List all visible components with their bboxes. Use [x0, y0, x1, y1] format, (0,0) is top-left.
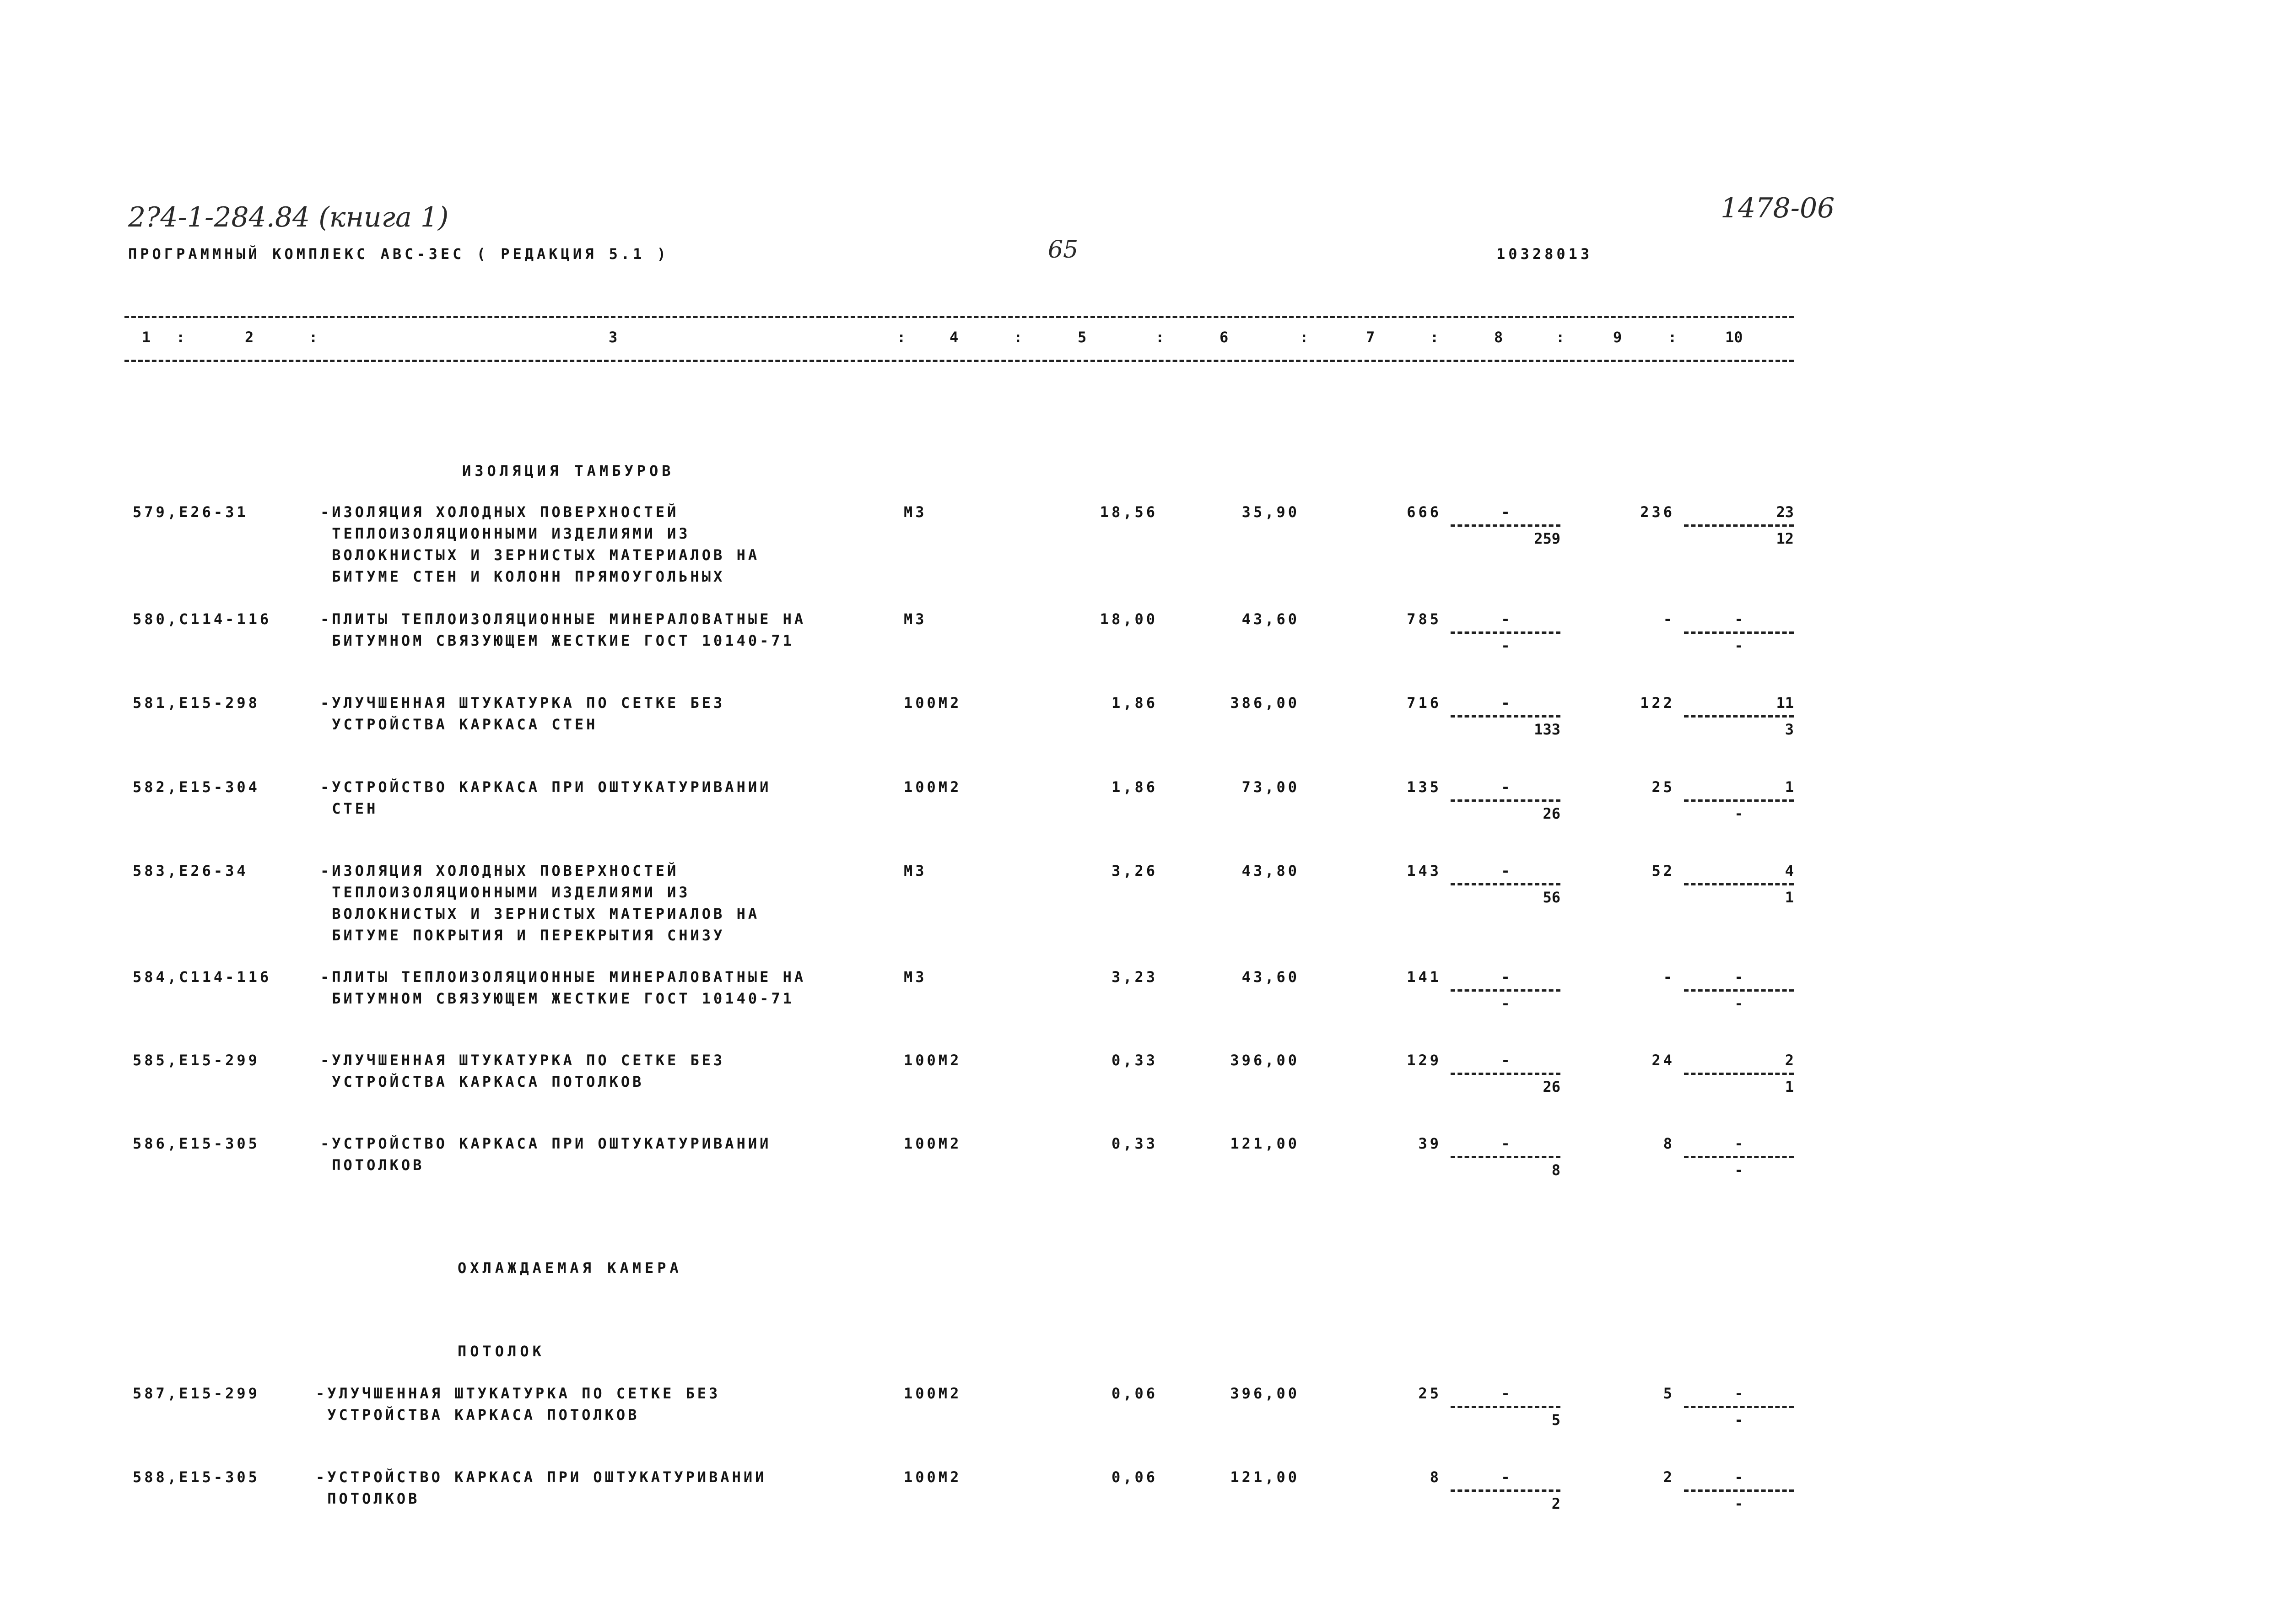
- fraction-line: [1451, 1073, 1560, 1075]
- row-total: 25: [1418, 1385, 1441, 1402]
- col8-bottom: 2: [1551, 1495, 1560, 1512]
- row-unit: 100М2: [904, 778, 962, 796]
- col-separator: :: [1300, 329, 1309, 346]
- fraction-line: [1451, 1156, 1560, 1158]
- row-col8-fraction: [1451, 777, 1560, 825]
- row-code: 585,Е15-299: [133, 1052, 260, 1069]
- col8-top: -: [1501, 694, 1510, 712]
- fraction-line: [1451, 715, 1560, 718]
- col10-top: -: [1734, 610, 1743, 628]
- row-code: 580,С114-116: [133, 610, 272, 628]
- fraction-line: [1684, 524, 1794, 527]
- col8-top: -: [1501, 610, 1510, 628]
- col-header-1: 1: [142, 329, 151, 346]
- fraction-line: [1684, 989, 1794, 992]
- col-header-8: 8: [1494, 329, 1503, 346]
- fraction-line: [1451, 799, 1560, 802]
- subsection-heading: ПОТОЛОК: [458, 1343, 545, 1360]
- row-col8-fraction: [1451, 692, 1560, 740]
- col-header-7: 7: [1366, 329, 1375, 346]
- row-quantity: 18,00: [1100, 610, 1158, 628]
- row-unit: 100М2: [904, 1468, 962, 1486]
- row-col10-fraction: [1684, 1133, 1794, 1181]
- row-unit: М3: [904, 503, 927, 521]
- col8-top: -: [1501, 1135, 1510, 1152]
- row-price: 396,00: [1230, 1052, 1300, 1069]
- col8-top: -: [1501, 1468, 1510, 1486]
- col10-bottom: 1: [1785, 1078, 1794, 1095]
- row-col9: 5: [1663, 1385, 1675, 1402]
- col8-bottom: -: [1501, 995, 1510, 1012]
- row-unit: 100М2: [904, 694, 962, 712]
- fraction-line: [1451, 1406, 1560, 1408]
- row-description: -ИЗОЛЯЦИЯ ХОЛОДНЫХ ПОВЕРХНОСТЕЙ ТЕПЛОИЗОЛЯЦИОННЫМИ ИЗДЕЛИЯМИ ИЗ ВОЛОКНИСТЫХ И ЗЕРНИСТЫХ МАТЕРИАЛОВ НА БИТУМЕ СТЕН И КОЛОНН ПРЯМОУГОЛЬНЫХ: [320, 503, 760, 585]
- col-header-4: 4: [950, 329, 959, 346]
- col8-top: -: [1501, 503, 1510, 521]
- col10-bottom: 1: [1785, 889, 1794, 906]
- col10-top: 23: [1776, 503, 1794, 521]
- row-code: 579,Е26-31: [133, 503, 248, 521]
- row-description: -ИЗОЛЯЦИЯ ХОЛОДНЫХ ПОВЕРХНОСТЕЙ ТЕПЛОИЗОЛЯЦИОННЫМИ ИЗДЕЛИЯМИ ИЗ ВОЛОКНИСТЫХ И ЗЕРНИСТЫХ МАТЕРИАЛОВ НА БИТУМЕ ПОКРЫТИЯ И ПЕРЕКРЫТИЯ СНИЗУ: [320, 862, 760, 944]
- row-description: -УЛУЧШЕННАЯ ШТУКАТУРКА ПО СЕТКЕ БЕЗ УСТРОЙСТВА КАРКАСА ПОТОЛКОВ: [316, 1385, 721, 1424]
- fraction-line: [1684, 1073, 1794, 1075]
- fraction-line: [1684, 631, 1794, 634]
- row-col10-fraction: [1684, 1050, 1794, 1098]
- row-description: -УЛУЧШЕННАЯ ШТУКАТУРКА ПО СЕТКЕ БЕЗ УСТРОЙСТВА КАРКАСА ПОТОЛКОВ: [320, 1052, 725, 1090]
- fraction-line: [1684, 1489, 1794, 1492]
- col10-top: 4: [1785, 862, 1794, 879]
- fraction-line: [1451, 524, 1560, 527]
- col10-top: -: [1734, 1468, 1743, 1486]
- row-code: 581,Е15-298: [133, 694, 260, 712]
- col-separator: :: [1014, 329, 1023, 346]
- row-total: 666: [1407, 503, 1441, 521]
- document-number: 10328013: [1496, 245, 1593, 263]
- col-separator: :: [176, 329, 185, 346]
- row-quantity: 0,06: [1111, 1468, 1158, 1486]
- row-col8-fraction: [1451, 1050, 1560, 1098]
- row-col8-fraction: [1451, 1133, 1560, 1181]
- row-col10-fraction: [1684, 777, 1794, 825]
- col10-bottom: -: [1734, 805, 1743, 822]
- col-separator: :: [897, 329, 906, 346]
- row-total: 716: [1407, 694, 1441, 712]
- row-total: 785: [1407, 610, 1441, 628]
- row-code: 588,Е15-305: [133, 1468, 260, 1486]
- section-heading: ОХЛАЖДАЕМАЯ КАМЕРА: [458, 1259, 682, 1277]
- col-header-3: 3: [609, 329, 618, 346]
- row-code: 583,Е26-34: [133, 862, 248, 879]
- fraction-line: [1451, 883, 1560, 885]
- col10-top: 2: [1785, 1052, 1794, 1069]
- col-header-5: 5: [1078, 329, 1087, 346]
- row-col9: 52: [1651, 862, 1675, 879]
- col10-top: 1: [1785, 778, 1794, 796]
- row-price: 43,60: [1241, 968, 1300, 986]
- fraction-line: [1451, 631, 1560, 634]
- row-unit: 100М2: [904, 1385, 962, 1402]
- row-quantity: 0,33: [1111, 1135, 1158, 1152]
- header-rule-bottom: [124, 360, 1794, 362]
- row-quantity: 3,26: [1111, 862, 1158, 879]
- row-unit: М3: [904, 968, 927, 986]
- col10-top: -: [1734, 968, 1743, 986]
- col10-bottom: -: [1734, 1411, 1743, 1429]
- col8-bottom: 26: [1543, 1078, 1560, 1095]
- row-price: 121,00: [1230, 1135, 1300, 1152]
- col-separator: :: [1668, 329, 1677, 346]
- col10-bottom: 3: [1785, 721, 1794, 738]
- fraction-line: [1451, 1489, 1560, 1492]
- row-col10-fraction: [1684, 860, 1794, 908]
- col8-bottom: 5: [1551, 1411, 1560, 1429]
- page-number: 65: [1048, 236, 1079, 264]
- row-price: 43,60: [1241, 610, 1300, 628]
- row-col8-fraction: [1451, 609, 1560, 657]
- row-col8-fraction: [1451, 502, 1560, 550]
- row-col9: 236: [1640, 503, 1675, 521]
- col8-bottom: -: [1501, 637, 1510, 654]
- row-quantity: 1,86: [1111, 694, 1158, 712]
- row-col9: 122: [1640, 694, 1675, 712]
- row-price: 396,00: [1230, 1385, 1300, 1402]
- row-price: 35,90: [1241, 503, 1300, 521]
- row-quantity: 0,06: [1111, 1385, 1158, 1402]
- col10-top: 11: [1776, 694, 1794, 712]
- fraction-line: [1684, 1406, 1794, 1408]
- row-description: -ПЛИТЫ ТЕПЛОИЗОЛЯЦИОННЫЕ МИНЕРАЛОВАТНЫЕ НА БИТУМНОМ СВЯЗУЮЩЕМ ЖЕСТКИЕ ГОСТ 10140-71: [320, 968, 806, 1007]
- handwritten-sheet-number: 1478-06: [1721, 192, 1835, 224]
- row-description: -УСТРОЙСТВО КАРКАСА ПРИ ОШТУКАТУРИВАНИИ СТЕН: [320, 778, 772, 817]
- col10-bottom: -: [1734, 1495, 1743, 1512]
- row-col8-fraction: [1451, 966, 1560, 1014]
- row-unit: М3: [904, 862, 927, 879]
- col10-top: -: [1734, 1385, 1743, 1402]
- row-code: 584,С114-116: [133, 968, 272, 986]
- handwritten-code: 2?4-1-284.84 (книга 1): [128, 201, 449, 233]
- row-code: 582,Е15-304: [133, 778, 260, 796]
- row-quantity: 0,33: [1111, 1052, 1158, 1069]
- col-header-10: 10: [1725, 329, 1743, 346]
- col8-top: -: [1501, 862, 1510, 879]
- row-total: 143: [1407, 862, 1441, 879]
- row-price: 73,00: [1241, 778, 1300, 796]
- row-description: -УСТРОЙСТВО КАРКАСА ПРИ ОШТУКАТУРИВАНИИ ПОТОЛКОВ: [320, 1135, 772, 1174]
- row-description: -УСТРОЙСТВО КАРКАСА ПРИ ОШТУКАТУРИВАНИИ ПОТОЛКОВ: [316, 1468, 767, 1507]
- row-price: 121,00: [1230, 1468, 1300, 1486]
- col-header-9: 9: [1613, 329, 1622, 346]
- fraction-line: [1684, 1156, 1794, 1158]
- col10-top: -: [1734, 1135, 1743, 1152]
- row-code: 587,Е15-299: [133, 1385, 260, 1402]
- row-col8-fraction: [1451, 1383, 1560, 1431]
- row-description: -ПЛИТЫ ТЕПЛОИЗОЛЯЦИОННЫЕ МИНЕРАЛОВАТНЫЕ НА БИТУМНОМ СВЯЗУЮЩЕМ ЖЕСТКИЕ ГОСТ 10140-71: [320, 610, 806, 649]
- row-col10-fraction: [1684, 692, 1794, 740]
- row-col9: 24: [1651, 1052, 1675, 1069]
- col8-bottom: 259: [1534, 530, 1560, 547]
- row-col10-fraction: [1684, 502, 1794, 550]
- col-separator: :: [1430, 329, 1439, 346]
- row-col9: -: [1663, 610, 1675, 628]
- row-unit: М3: [904, 610, 927, 628]
- row-total: 129: [1407, 1052, 1441, 1069]
- col10-bottom: 12: [1776, 530, 1794, 547]
- header-rule-top: [124, 316, 1794, 318]
- row-unit: 100М2: [904, 1135, 962, 1152]
- fraction-line: [1451, 989, 1560, 992]
- row-total: 39: [1418, 1135, 1441, 1152]
- program-title: ПРОГРАММНЫЙ КОМПЛЕКС АВС-3ЕС ( РЕДАКЦИЯ 5.1 ): [128, 245, 669, 263]
- col10-bottom: -: [1734, 637, 1743, 654]
- row-col9: 8: [1663, 1135, 1675, 1152]
- col8-bottom: 133: [1534, 721, 1560, 738]
- col8-top: -: [1501, 778, 1510, 796]
- col8-top: -: [1501, 968, 1510, 986]
- fraction-line: [1684, 799, 1794, 802]
- row-description: -УЛУЧШЕННАЯ ШТУКАТУРКА ПО СЕТКЕ БЕЗ УСТРОЙСТВА КАРКАСА СТЕН: [320, 694, 725, 733]
- row-col8-fraction: [1451, 1467, 1560, 1515]
- row-total: 135: [1407, 778, 1441, 796]
- row-col10-fraction: [1684, 966, 1794, 1014]
- col8-bottom: 8: [1551, 1161, 1560, 1179]
- col10-bottom: -: [1734, 995, 1743, 1012]
- col8-top: -: [1501, 1052, 1510, 1069]
- col-separator: :: [309, 329, 318, 346]
- col-header-2: 2: [245, 329, 254, 346]
- section-heading: ИЗОЛЯЦИЯ ТАМБУРОВ: [462, 462, 675, 480]
- row-total: 141: [1407, 968, 1441, 986]
- row-col10-fraction: [1684, 1383, 1794, 1431]
- row-price: 43,80: [1241, 862, 1300, 879]
- row-quantity: 1,86: [1111, 778, 1158, 796]
- fraction-line: [1684, 883, 1794, 885]
- row-col10-fraction: [1684, 609, 1794, 657]
- row-price: 386,00: [1230, 694, 1300, 712]
- col8-bottom: 26: [1543, 805, 1560, 822]
- row-total: 8: [1430, 1468, 1441, 1486]
- row-quantity: 3,23: [1111, 968, 1158, 986]
- col-separator: :: [1556, 329, 1565, 346]
- col-separator: :: [1155, 329, 1165, 346]
- col8-bottom: 56: [1543, 889, 1560, 906]
- row-col9: 25: [1651, 778, 1675, 796]
- col8-top: -: [1501, 1385, 1510, 1402]
- row-col9: 2: [1663, 1468, 1675, 1486]
- row-col9: -: [1663, 968, 1675, 986]
- row-col10-fraction: [1684, 1467, 1794, 1515]
- row-unit: 100М2: [904, 1052, 962, 1069]
- row-quantity: 18,56: [1100, 503, 1158, 521]
- col10-bottom: -: [1734, 1161, 1743, 1179]
- col-header-6: 6: [1220, 329, 1229, 346]
- fraction-line: [1684, 715, 1794, 718]
- row-col8-fraction: [1451, 860, 1560, 908]
- row-code: 586,Е15-305: [133, 1135, 260, 1152]
